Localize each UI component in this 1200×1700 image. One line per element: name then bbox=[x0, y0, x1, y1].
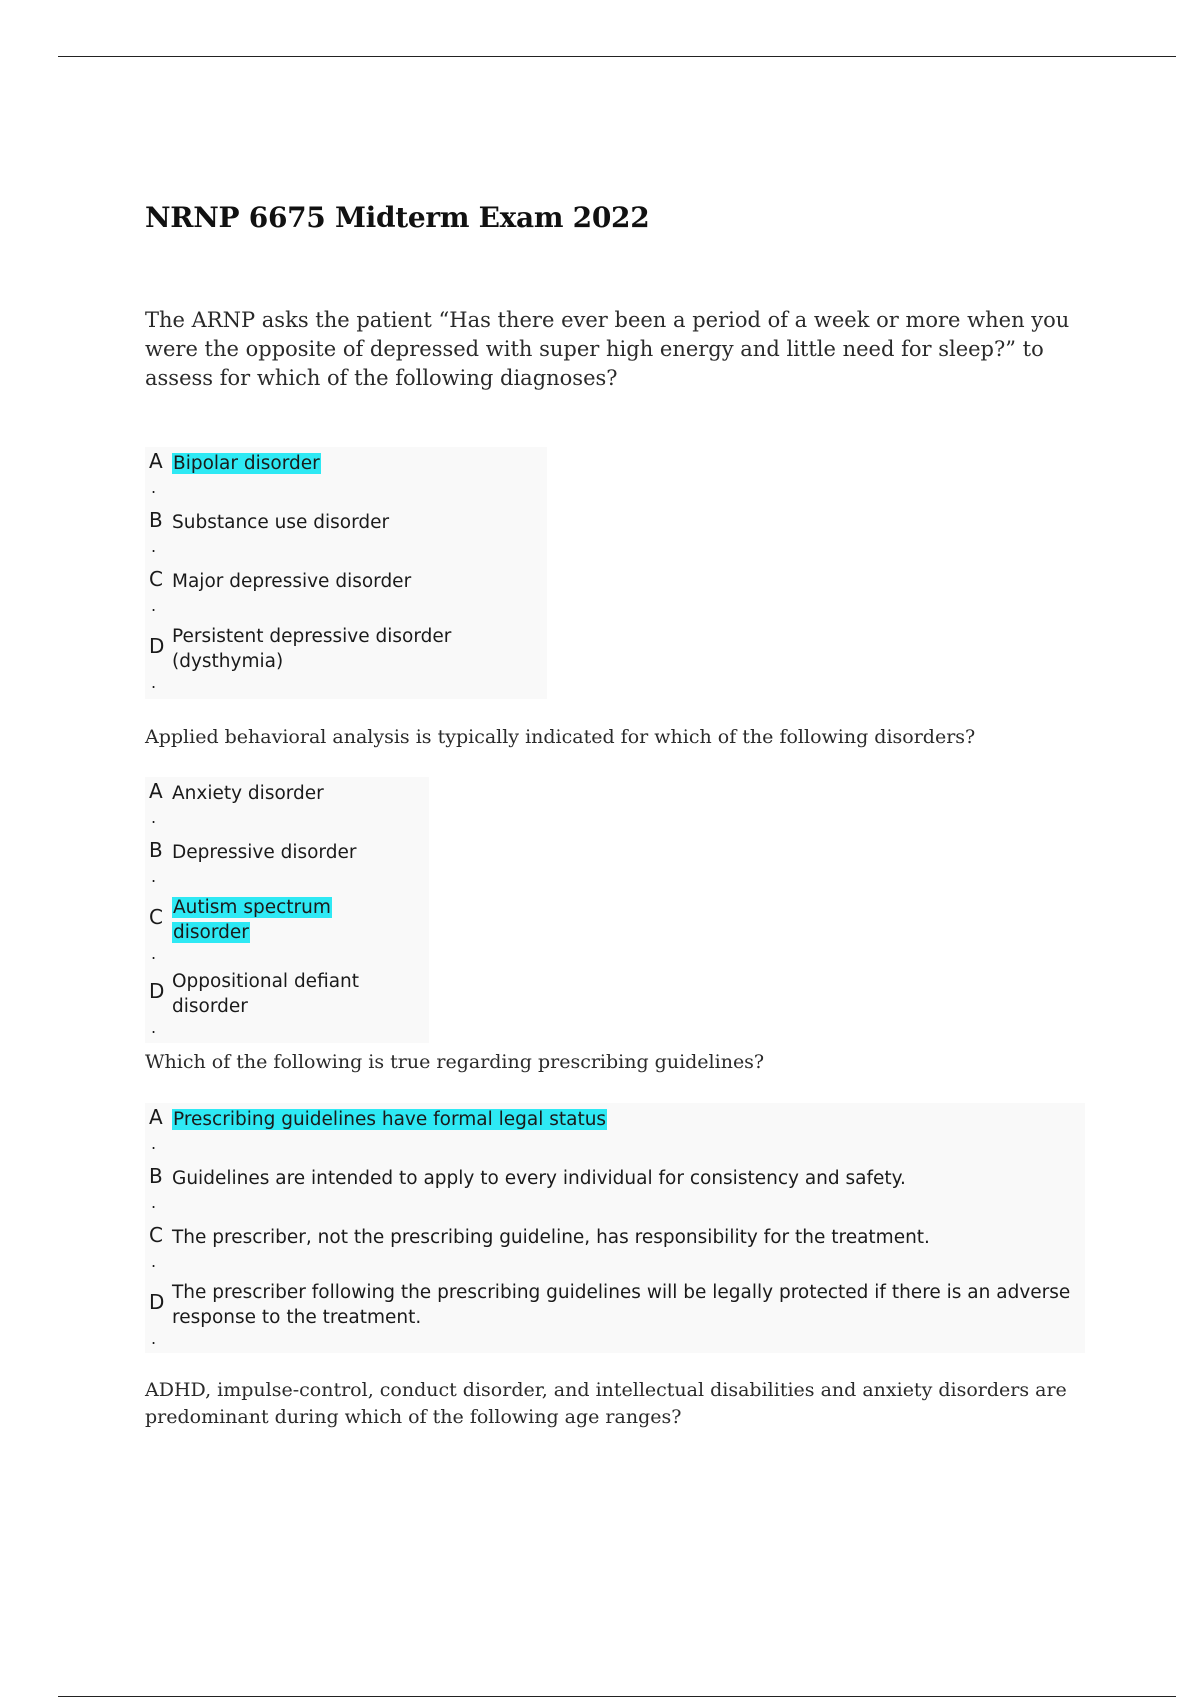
option-text bbox=[172, 1107, 1072, 1132]
bottom-rule bbox=[58, 1696, 1176, 1697]
option-letter: C bbox=[149, 905, 163, 929]
question-1-choices bbox=[145, 447, 547, 699]
page-title: NRNP 6675 Midterm Exam 2022 bbox=[145, 201, 650, 234]
option-dot: . bbox=[151, 1252, 157, 1271]
option-text: Major depressive disorder bbox=[172, 571, 412, 592]
option-text: Substance use disorder bbox=[172, 512, 390, 533]
top-rule bbox=[58, 56, 1176, 57]
question-3-choices bbox=[145, 1103, 1085, 1353]
option-text: Depressive disorder bbox=[172, 842, 357, 863]
option-dot: . bbox=[151, 867, 157, 886]
option-dot: . bbox=[151, 808, 157, 827]
option-dot: . bbox=[151, 1193, 157, 1212]
option-letter: C bbox=[149, 1223, 163, 1247]
option-text: The prescriber, not the prescribing guideline, has responsibility for the treatment. bbox=[172, 1227, 930, 1248]
option-text bbox=[172, 895, 362, 945]
option-letter: D bbox=[149, 979, 165, 1003]
option-highlight: Prescribing guidelines have formal legal status bbox=[173, 1109, 607, 1130]
question-3-text: Which of the following is true regarding prescribing guidelines? bbox=[145, 1051, 765, 1073]
option-text: Guidelines are intended to apply to every individual for consistency and safety. bbox=[172, 1168, 906, 1189]
option-dot: . bbox=[151, 1134, 157, 1153]
option-text bbox=[172, 451, 532, 476]
option-text: The prescriber following the prescribing guidelines will be legally protected if there is an adverse response to the treatment. bbox=[172, 1282, 1071, 1328]
option-text: Oppositional defiant disorder bbox=[172, 971, 360, 1017]
option-dot: . bbox=[151, 944, 157, 963]
option-dot: . bbox=[151, 1018, 157, 1037]
question-4-text: ADHD, impulse-control, conduct disorder, and intellectual disabilities and anxiety disorders are predominant during which of the following age ranges? bbox=[145, 1379, 1067, 1428]
question-2-text: Applied behavioral analysis is typically indicated for which of the following disorders? bbox=[145, 726, 976, 748]
option-letter: B bbox=[149, 1164, 163, 1188]
question-2-choices bbox=[145, 777, 429, 1043]
option-text: Persistent depressive disorder (dysthymia) bbox=[172, 626, 452, 672]
option-letter: A bbox=[149, 779, 163, 803]
option-dot: . bbox=[151, 478, 157, 497]
option-letter: A bbox=[149, 1105, 163, 1129]
option-dot: . bbox=[151, 596, 157, 615]
option-letter: D bbox=[149, 1290, 165, 1314]
option-highlight: Autism spectrum disorder bbox=[173, 897, 331, 943]
option-dot: . bbox=[151, 1329, 157, 1348]
option-letter: C bbox=[149, 567, 163, 591]
option-letter: B bbox=[149, 508, 163, 532]
question-1-text: The ARNP asks the patient “Has there ever been a period of a week or more when you were the opposite of depressed with super high energy and little need for sleep?” to assess for which of the following diagnoses? bbox=[145, 308, 1070, 390]
option-highlight: Bipolar disorder bbox=[173, 453, 320, 474]
option-dot: . bbox=[151, 673, 157, 692]
option-letter: D bbox=[149, 634, 165, 658]
option-dot: . bbox=[151, 537, 157, 556]
option-letter: B bbox=[149, 838, 163, 862]
option-letter: A bbox=[149, 449, 163, 473]
option-text: Anxiety disorder bbox=[172, 783, 324, 804]
